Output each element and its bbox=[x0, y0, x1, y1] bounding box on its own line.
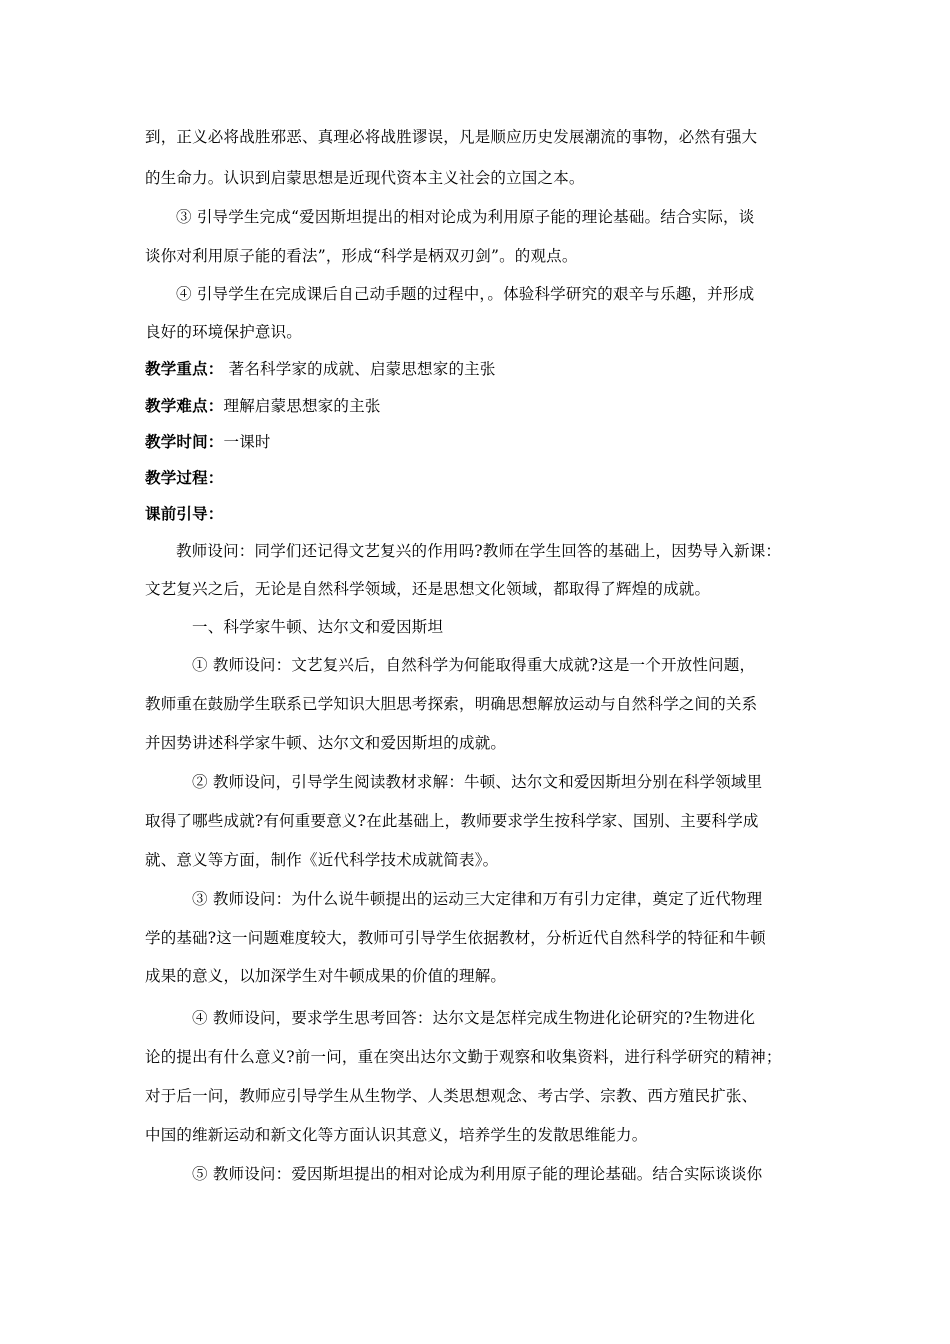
text-line: ⑤ 教师设问：爱因斯坦提出的相对论成为利用原子能的理论基础。结合实际谈谈你 bbox=[192, 1165, 763, 1183]
text-line: 良好的环境保护意识。 bbox=[145, 323, 303, 341]
text-line: ③ 教师设问：为什么说牛顿提出的运动三大定律和万有引力定律，奠定了近代物理 bbox=[192, 890, 763, 908]
difficulty-label: 教学难点： bbox=[145, 397, 224, 415]
difficulty-line bbox=[145, 396, 381, 416]
time-line bbox=[145, 432, 271, 452]
difficulty-text: 理解启蒙思想家的主张 bbox=[223, 397, 381, 415]
text-line: 教师设问：同学们还记得文艺复兴的作用吗?教师在学生回答的基础上，因势导入新课： bbox=[176, 542, 782, 560]
time-text: 一课时 bbox=[223, 433, 271, 451]
text-line: 对于后一问，教师应引导学生从生物学、人类思想观念、考古学、宗教、西方殖民扩张、 bbox=[145, 1087, 758, 1105]
key-points-text: 著名科学家的成就、启蒙思想家的主张 bbox=[223, 360, 496, 378]
text-line: 论的提出有什么意义?前一问，重在突出达尔文勤于观察和收集资料，进行科学研究的精神； bbox=[145, 1048, 782, 1066]
text-line: 学的基础?这一问题难度较大，教师可引导学生依据教材，分析近代自然科学的特征和牛顿 bbox=[145, 929, 766, 947]
text-line: ④ 引导学生在完成课后自己动手题的过程中，。体验科学研究的艰辛与乐趣，并形成 bbox=[176, 285, 755, 303]
text-line: 教师重在鼓励学生联系已学知识大胆思考探索，明确思想解放运动与自然科学之间的关系 bbox=[145, 695, 758, 713]
text-line: ② 教师设问，引导学生阅读教材求解：牛顿、达尔文和爱因斯坦分别在科学领域里 bbox=[192, 773, 763, 791]
intro-heading: 课前引导： bbox=[145, 505, 224, 523]
text-line: 到，正义必将战胜邪恶、真理必将战胜谬误，凡是顺应历史发展潮流的事物，必然有强大 bbox=[145, 128, 758, 146]
process-heading: 教学过程： bbox=[145, 469, 224, 487]
text-line: 并因势讲述科学家牛顿、达尔文和爱因斯坦的成就。 bbox=[145, 734, 507, 752]
text-line: 文艺复兴之后，无论是自然科学领域，还是思想文化领域，都取得了辉煌的成就。 bbox=[145, 580, 711, 598]
text-line: ③ 引导学生完成“爱因斯坦提出的相对论成为利用原子能的理论基础。结合实际，谈 bbox=[176, 208, 755, 226]
key-points-line bbox=[145, 359, 496, 379]
key-points-label: 教学重点： bbox=[145, 360, 224, 378]
text-line: 就、意义等方面，制作《近代科学技术成就简表》。 bbox=[145, 851, 499, 869]
text-line: 成果的意义，以加深学生对牛顿成果的价值的理解。 bbox=[145, 967, 507, 985]
text-line: 中国的维新运动和新文化等方面认识其意义，培养学生的发散思维能力。 bbox=[145, 1126, 648, 1144]
text-line: ④ 教师设问，要求学生思考回答：达尔文是怎样完成生物进化论研究的?生物进化 bbox=[192, 1009, 756, 1027]
section-heading: 一、科学家牛顿、达尔文和爱因斯坦 bbox=[192, 618, 444, 636]
text-line: 谈你对利用原子能的看法”，形成“科学是柄双刃剑”。的观点。 bbox=[145, 247, 578, 265]
text-line: 取得了哪些成就?有何重要意义?在此基础上，教师要求学生按科学家、国别、主要科学成 bbox=[145, 812, 759, 830]
text-line: 的生命力。认识到启蒙思想是近现代资本主义社会的立国之本。 bbox=[145, 169, 585, 187]
time-label: 教学时间： bbox=[145, 433, 224, 451]
text-line: ① 教师设问：文艺复兴后，自然科学为何能取得重大成就?这是一个开放性问题， bbox=[192, 656, 756, 674]
